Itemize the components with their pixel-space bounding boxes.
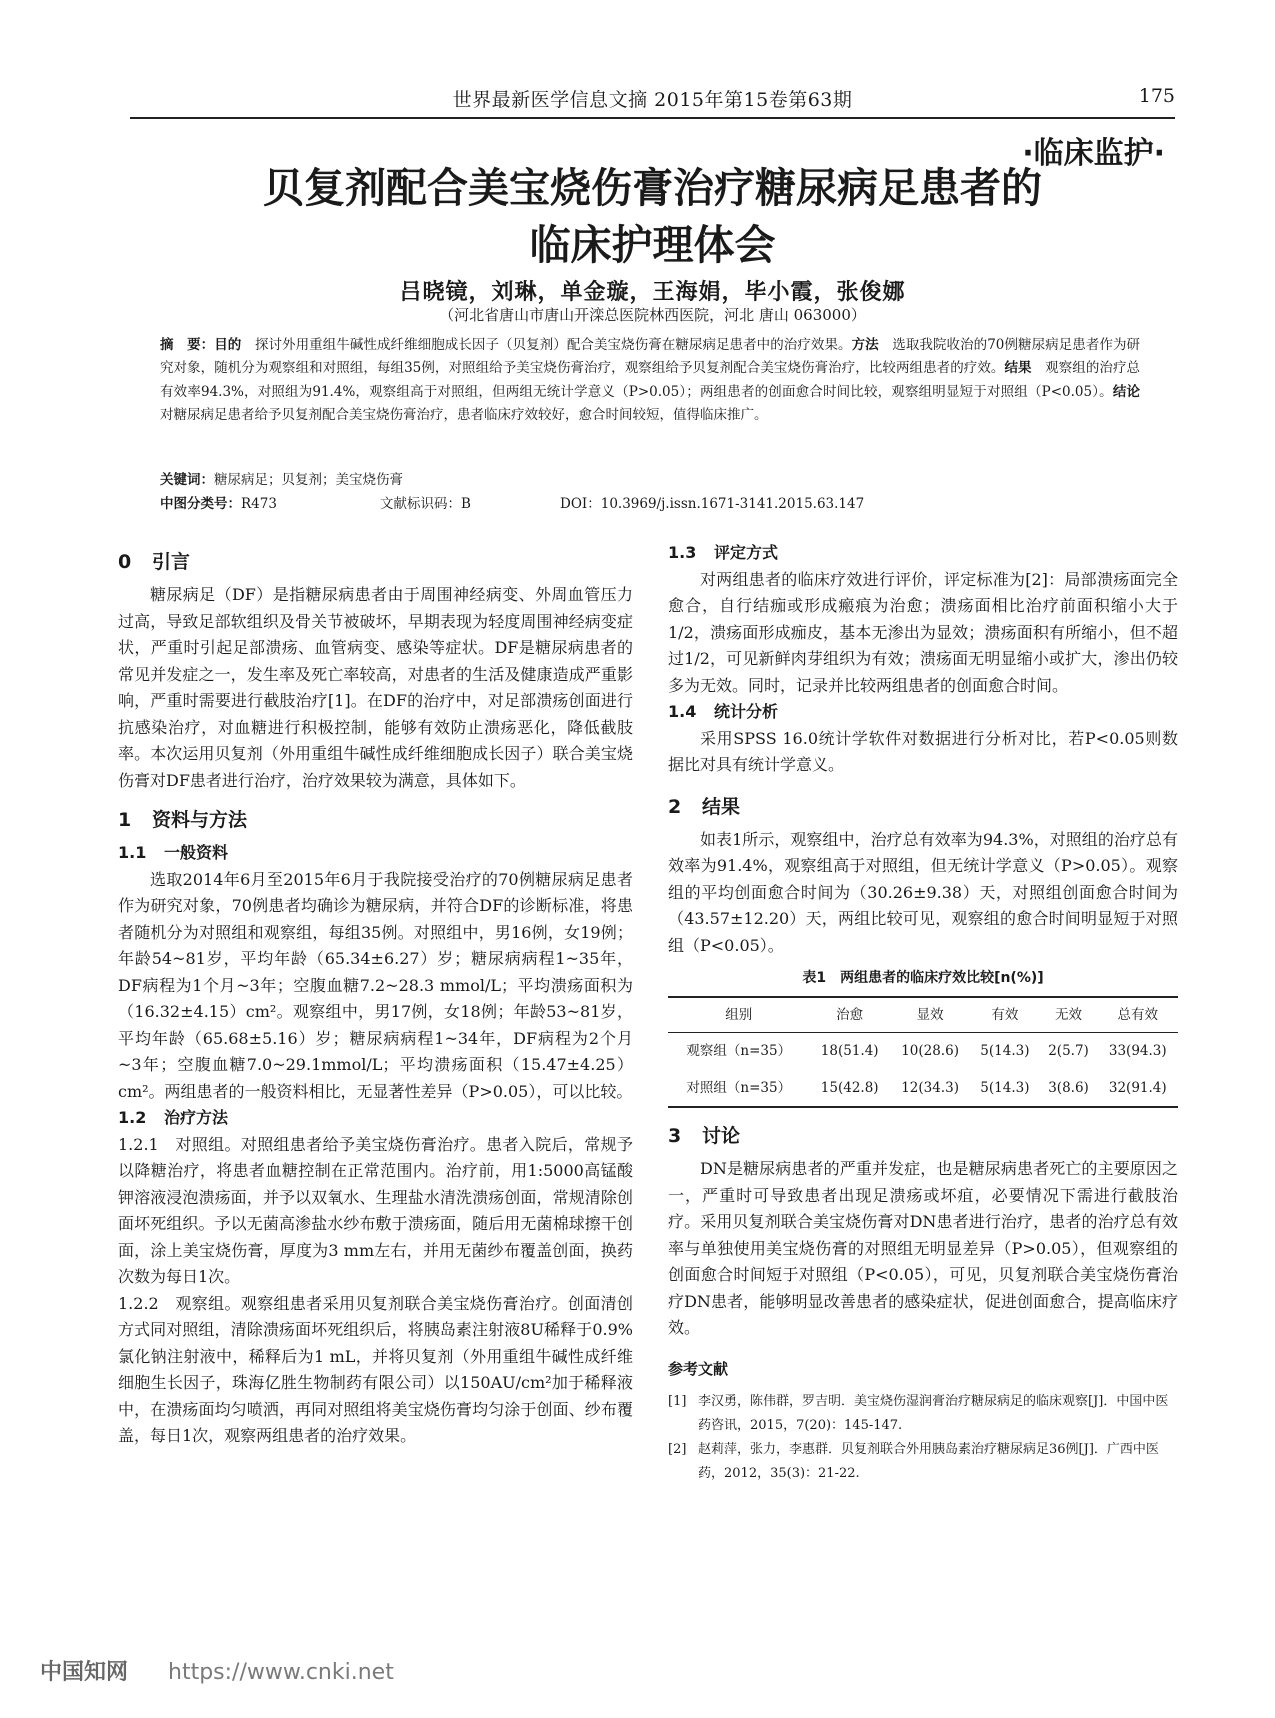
title-line-1: 贝复剂配合美宝烧伤膏治疗糖尿病足患者的	[263, 164, 1042, 212]
title-line-2: 临床护理体会	[529, 221, 776, 269]
evaluation-paragraph: 对两组患者的临床疗效进行评价，评定标准为[2]：局部溃疡面完全愈合，自行结痂或形成瘢痕为治愈；溃疡面相比治疗前面积缩小大于1/2，溃疡面形成痂皮，基本无渗出为显效；溃疡面积有所缩小，但不超过1/2，可见新鲜肉芽组织为有效；溃疡面无明显缩小或扩大，渗出仍较多为无效。同时，记录并比较两组患者的创面愈合时间。	[668, 569, 1178, 695]
subsection-1-1-heading	[118, 840, 633, 867]
section-3-title: 讨论	[702, 1125, 741, 1147]
table-1-caption: 表1 两组患者的临床疗效比较[n(%)]	[802, 970, 1044, 986]
objective-text: 探讨外用重组牛碱性成纤维细胞成长因子（贝复剂）配合美宝烧伤膏在糖尿病足患者中的治疗效果。	[254, 337, 852, 353]
journal-title: 世界最新医学信息文摘 2015年第15卷第63期	[452, 89, 853, 111]
section-3-number: 3	[668, 1125, 682, 1147]
reference-number: [1]	[668, 1394, 687, 1409]
table-header-cell: 显效	[890, 997, 970, 1033]
subsection-1-4-title: 统计分析	[714, 702, 779, 721]
control-group-paragraph: 1.2.1 对照组。对照组患者给予美宝烧伤膏治疗。患者入院后，常规予以降糖治疗，将患者血糖控制在正常范围内。治疗前，用1:5000高锰酸钾溶液浸泡溃疡面，并予以双氧水、生理盐水清洗溃疡创面，常规清除创面坏死组织。予以无菌高渗盐水纱布敷于溃疡面，随后用无菌棉球擦干创面，涂上美宝烧伤膏，厚度为3 mm左右，并用无菌纱布覆盖创面，换药次数为每日1次。	[118, 1134, 633, 1286]
table-header-row	[668, 997, 1178, 1033]
intro-paragraph: 糖尿病足（DF）是指糖尿病患者由于周围神经病变、外周血管压力过高，导致足部软组织及骨关节被破坏，早期表现为轻度周围神经病变症状，严重时引起足部溃疡、血管病变、感染等症状。DF是糖尿病患者的常见并发症之一，发生率及死亡率较高，对患者的生活及健康造成严重影响，严重时需要进行截肢治疗[1]。在DF的治疗中，对足部溃疡创面进行抗感染治疗，对血糖进行积极控制，能够有效防止溃疡恶化，降低截肢率。本次运用贝复剂（外用重组牛碱性成纤维细胞成长因子）联合美宝烧伤膏对DF患者进行治疗，治疗效果较为满意，具体如下。	[118, 585, 633, 790]
classification-line	[160, 492, 1140, 512]
doc-code-label: 文献标识码：	[380, 496, 461, 512]
observation-group-paragraph: 1.2.2 观察组。观察组患者采用贝复剂联合美宝烧伤膏治疗。创面清创方式同对照组，清除溃疡面坏死组织后，将胰岛素注射液8U稀释于0.9%氯化钠注射液中，稀释后为1 mL，并将贝复剂（外用重组牛碱性成纤维细胞生长因子，珠海亿胜生物制药有限公司）以150AU/cm²加于稀释液中，在溃疡面均匀喷洒，再同对照组将美宝烧伤膏均匀涂于创面、纱布覆盖，每日1次，观察两组患者的治疗效果。	[118, 1293, 633, 1445]
table-cell: 12(34.3)	[901, 1079, 959, 1096]
cnki-watermark	[40, 1655, 394, 1686]
table-cell: 15(42.8)	[820, 1079, 879, 1096]
statistics-paragraph: 采用SPSS 16.0统计学软件对数据进行分析对比，若P<0.05则数据比对具有统计学意义。	[668, 728, 1178, 774]
subsection-1-3-number: 1.3	[668, 543, 697, 562]
table-row	[668, 1033, 1178, 1070]
table-cell: 5(14.3)	[980, 1043, 1030, 1059]
references-heading: 参考文献	[668, 1359, 729, 1378]
section-0-heading	[118, 548, 633, 576]
cnki-url[interactable]: https://www.cnki.net	[168, 1660, 394, 1685]
doc-code-value: B	[461, 496, 471, 512]
keywords-text: 糖尿病足；贝复剂；美宝烧伤膏	[214, 472, 403, 488]
table-cell: 对照组（n=35）	[686, 1079, 792, 1096]
reference-text: 李汉勇，陈伟群，罗吉明．美宝烧伤湿润膏治疗糖尿病足的临床观察[J]．中国中医药咨讯，2015，7(20)：145-147.	[698, 1394, 1169, 1433]
subsection-1-3-title: 评定方式	[714, 543, 779, 562]
table-cell: 10(28.6)	[901, 1043, 959, 1059]
section-1-heading	[118, 806, 633, 834]
keywords-label: 关键词：	[160, 472, 214, 488]
section-0-number: 0	[118, 551, 132, 573]
subsection-1-1-number: 1.1	[118, 843, 147, 862]
subsection-1-3-heading	[668, 540, 1178, 567]
subsection-1-2-number: 1.2	[118, 1108, 147, 1127]
section-1-title: 资料与方法	[152, 809, 248, 831]
table-cell: 5(14.3)	[980, 1079, 1030, 1096]
subsection-1-4-heading	[668, 699, 1178, 726]
table-header-cell: 总有效	[1098, 997, 1178, 1033]
right-column	[668, 540, 1178, 1486]
left-column	[118, 540, 633, 1450]
table-cell: 18(51.4)	[820, 1043, 879, 1059]
results-label: 结果	[1004, 360, 1032, 377]
classification-value: R473	[241, 496, 277, 512]
conclusion-label: 结论	[1112, 383, 1140, 400]
keywords	[160, 468, 1140, 488]
section-2-title: 结果	[702, 795, 741, 818]
subsection-1-2-heading	[118, 1105, 633, 1132]
page-number: 175	[1138, 85, 1175, 107]
abstract-label: 摘 要：	[160, 337, 215, 353]
methods-label: 方法	[851, 337, 879, 353]
section-2-heading	[668, 793, 1178, 821]
authors: 吕晓镜，刘琳，单金璇，王海娟，毕小霞，张俊娜	[399, 279, 906, 305]
cnki-logo: 中国知网	[40, 1660, 129, 1685]
classification-label: 中图分类号：	[160, 496, 241, 512]
section-0-title: 引言	[152, 551, 191, 573]
table-cell: 32(91.4)	[1108, 1079, 1167, 1096]
table-cell: 33(94.3)	[1108, 1043, 1167, 1059]
section-2-number: 2	[668, 795, 682, 818]
table-cell: 2(5.7)	[1048, 1043, 1089, 1059]
section-tag: ·临床监护·	[1022, 136, 1165, 171]
general-data-paragraph: 选取2014年6月至2015年6月于我院接受治疗的70例糖尿病足患者作为研究对象，70例患者均确诊为糖尿病，并符合DF的诊断标准，将患者随机分为对照组和观察组，每组35例。对照组中，男16例，女19例；年龄54~81岁，平均年龄（65.34±6.27）岁；糖尿病病程1~35年，DF病程为1个月~3年；空腹血糖7.2~28.3 mmol/L；平均溃疡面积为（16.32±4.15）cm²。观察组中，男17例，女18例；年龄53~81岁，平均年龄（65.68±5.16）岁；糖尿病病程1~34年，DF病程为2个月~3年；空腹血糖7.0~29.1mmol/L；平均溃疡面积（15.47±4.25）cm²。两组患者的一般资料相比，无显著性差异（P>0.05），可以比较。	[118, 869, 633, 1101]
reference-number: [2]	[668, 1442, 687, 1457]
section-3-heading	[668, 1122, 1178, 1150]
table-header-cell: 治愈	[809, 997, 889, 1033]
results-text: 观察组的治疗总有效率94.3%，对照组为91.4%，观察组高于对照组，但两组无统计学意义（P>0.05）；两组患者的创面愈合时间比较，观察组明显短于对照组（P<0.05）。	[160, 360, 1141, 400]
subsection-1-1-title: 一般资料	[164, 843, 229, 862]
article-title	[130, 160, 1175, 274]
results-paragraph: 如表1所示，观察组中，治疗总有效率为94.3%，对照组的治疗总有效率为91.4%，观察组高于对照组，但无统计学意义（P>0.05）。观察组的平均创面愈合时间为（30.26±9.38）天，对照组创面愈合时间为（43.57±12.20）天，两组比较可见，观察组的愈合时间明显短于对照组（P<0.05）。	[668, 829, 1178, 955]
table-1	[668, 996, 1178, 1109]
table-cell: 3(8.6)	[1048, 1079, 1089, 1096]
conclusion-text: 对糖尿病足患者给予贝复剂配合美宝烧伤膏治疗，患者临床疗效较好，愈合时间较短，值得临床推广。	[160, 407, 768, 424]
objective-label: 目的	[214, 337, 242, 353]
section-1-number: 1	[118, 809, 132, 831]
table-cell: 观察组（n=35）	[686, 1043, 792, 1059]
doi: DOI：10.3969/j.issn.1671-3141.2015.63.147	[560, 496, 865, 512]
abstract	[160, 334, 1140, 428]
subsection-1-2-title: 治疗方法	[164, 1108, 229, 1127]
table-header-cell: 无效	[1040, 997, 1098, 1033]
subsection-1-4-number: 1.4	[668, 702, 697, 721]
table-row	[668, 1070, 1178, 1108]
table-header-cell: 组别	[668, 997, 809, 1033]
discussion-paragraph: DN是糖尿病患者的严重并发症，也是糖尿病患者死亡的主要原因之一，严重时可导致患者出现足溃疡或坏疽，必要情况下需进行截肢治疗。采用贝复剂联合美宝烧伤膏对DN患者进行治疗，患者的治疗总有效率与单独使用美宝烧伤膏的对照组无明显差异（P>0.05），但观察组的创面愈合时间短于对照组（P<0.05），可见，贝复剂联合美宝烧伤膏治疗DN患者，能够明显改善患者的感染症状，促进创面愈合，提高临床疗效。	[668, 1159, 1178, 1337]
affiliation: （河北省唐山市唐山开滦总医院林西医院，河北 唐山 063000）	[439, 306, 866, 324]
running-header	[130, 85, 1175, 119]
reference-item	[668, 1390, 1178, 1438]
reference-text: 赵莉萍，张力，李惠群．贝复剂联合外用胰岛素治疗糖尿病足36例[J]．广西中医药，2012，35(3)：21-22.	[698, 1442, 1159, 1481]
table-header-cell: 有效	[970, 997, 1039, 1033]
methods-text: 选取我院收治的70例糖尿病足患者作为研究对象，随机分为观察组和对照组，每组35例，对照组给予美宝烧伤膏治疗，观察组给予贝复剂配合美宝烧伤膏治疗，比较两组患者的疗效。	[160, 337, 1141, 377]
reference-item	[668, 1438, 1178, 1486]
